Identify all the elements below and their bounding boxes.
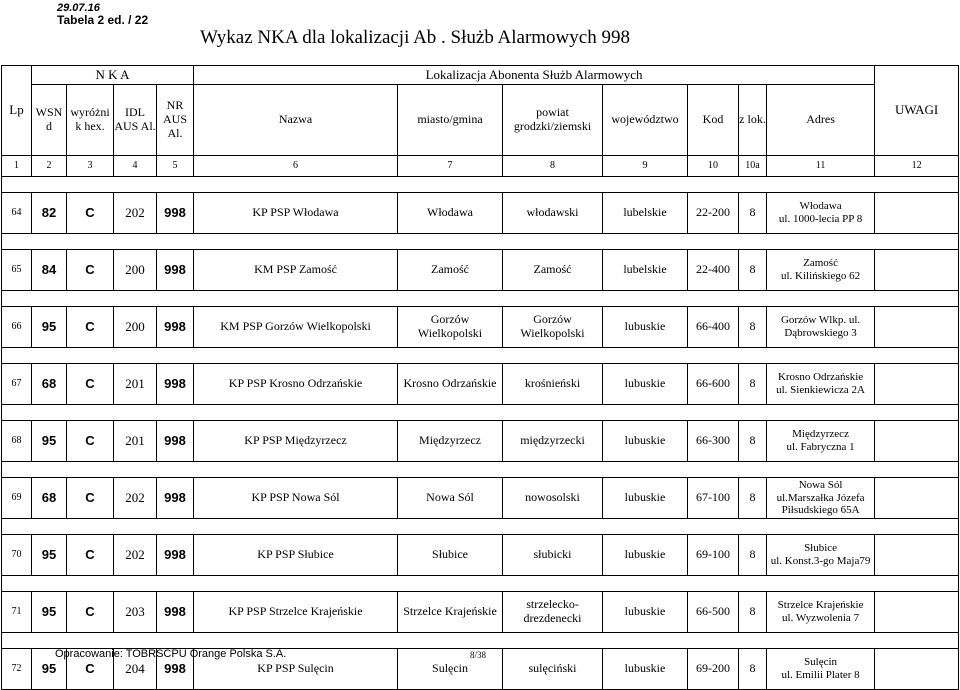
column-number: 7 xyxy=(398,156,503,177)
column-number: 3 xyxy=(67,156,114,177)
cell-nazwa: KM PSP Zamość xyxy=(194,250,398,291)
table-row xyxy=(2,307,959,348)
cell-z: 8 xyxy=(739,307,767,348)
cell-uwagi xyxy=(875,478,959,519)
cell-kod: 69-200 xyxy=(688,649,739,690)
address-line: ul. 1000-lecia PP 8 xyxy=(778,213,863,225)
cell-powiat: krośnieński xyxy=(503,364,603,405)
cell-miasto: Sulęcin xyxy=(398,649,503,690)
column-number: 5 xyxy=(157,156,194,177)
address-line: ul. Kilińskiego 62 xyxy=(780,270,861,282)
col-nazwa: Nazwa xyxy=(194,85,398,156)
cell-woj: lubelskie xyxy=(603,193,688,234)
cell-uwagi xyxy=(875,592,959,633)
column-number: 10 xyxy=(688,156,739,177)
col-adres: Adres xyxy=(767,85,875,156)
col-wsn: WSN d xyxy=(32,85,67,156)
table-row xyxy=(2,592,959,633)
cell-wsn: 82 xyxy=(32,193,67,234)
cell-nr: 998 xyxy=(157,421,194,462)
address-line: ul.Marszałka Józefa xyxy=(776,491,865,504)
footer-prepared: Opracowanie: TOBRSCPU Orange Polska S.A. xyxy=(55,648,287,660)
cell-woj: lubuskie xyxy=(603,649,688,690)
cell-idl: 203 xyxy=(114,592,157,633)
address-line: Gorzów Wlkp. ul. xyxy=(780,314,861,327)
col-miasto: miasto/gmina xyxy=(398,85,503,156)
cell-kod: 22-400 xyxy=(688,250,739,291)
cell-z: 8 xyxy=(739,592,767,633)
cell-uwagi xyxy=(875,250,959,291)
cell-wsn: 68 xyxy=(32,478,67,519)
address-line: ul. Konst.3-go Maja79 xyxy=(770,555,871,567)
cell-nr: 998 xyxy=(157,364,194,405)
address-line: Piłsudskiego 65A xyxy=(781,504,860,517)
cell-lp: 68 xyxy=(2,421,32,462)
table-row xyxy=(2,535,959,576)
table-reference: Tabela 2 ed. / 22 xyxy=(57,13,149,27)
column-number: 11 xyxy=(767,156,875,177)
address-line: Nowa Sól xyxy=(798,479,843,492)
cell-miasto: Zamość xyxy=(398,250,503,291)
cell-wyr: C xyxy=(67,649,114,690)
page-number: 8/38 xyxy=(470,650,487,660)
cell-miasto: Międzyrzecz xyxy=(398,421,503,462)
cell-wyr: C xyxy=(67,193,114,234)
col-kod: Kod xyxy=(688,85,739,156)
cell-woj: lubuskie xyxy=(603,478,688,519)
address-line: Krosno Odrzańskie xyxy=(777,371,864,384)
cell-nazwa: KP PSP Nowa Sól xyxy=(194,478,398,519)
cell-powiat: strzelecko-drezdenecki xyxy=(503,592,603,633)
cell-kod: 69-100 xyxy=(688,535,739,576)
cell-powiat: Zamość xyxy=(503,250,603,291)
cell-powiat: międzyrzecki xyxy=(503,421,603,462)
cell-lp: 72 xyxy=(2,649,32,690)
spacer-cell xyxy=(2,234,959,250)
cell-nr: 998 xyxy=(157,535,194,576)
cell-woj: lubuskie xyxy=(603,364,688,405)
spacer-cell xyxy=(2,576,959,592)
col-nr: NR AUS Al. xyxy=(157,85,194,156)
address-line: ul. Sienkiewicza 2A xyxy=(776,384,866,396)
cell-z: 8 xyxy=(739,649,767,690)
row-spacer xyxy=(2,462,959,478)
spacer-cell xyxy=(2,348,959,364)
cell-idl: 201 xyxy=(114,421,157,462)
cell-lp: 69 xyxy=(2,478,32,519)
address-line: ul. Fabryczna 1 xyxy=(786,441,855,453)
cell-idl: 200 xyxy=(114,307,157,348)
cell-lp: 65 xyxy=(2,250,32,291)
cell-powiat: słubicki xyxy=(503,535,603,576)
cell-kod: 66-600 xyxy=(688,364,739,405)
row-spacer xyxy=(2,519,959,535)
cell-adres xyxy=(767,421,875,462)
cell-nazwa: KP PSP Krosno Odrzańskie xyxy=(194,364,398,405)
cell-idl: 201 xyxy=(114,364,157,405)
cell-wsn: 68 xyxy=(32,364,67,405)
column-number: 10a xyxy=(739,156,767,177)
row-spacer xyxy=(2,234,959,250)
cell-nr: 998 xyxy=(157,193,194,234)
cell-adres xyxy=(767,592,875,633)
cell-uwagi xyxy=(875,364,959,405)
cell-powiat: nowosolski xyxy=(503,478,603,519)
cell-kod: 22-200 xyxy=(688,193,739,234)
cell-miasto: Nowa Sól xyxy=(398,478,503,519)
cell-wyr: C xyxy=(67,421,114,462)
cell-idl: 204 xyxy=(114,649,157,690)
cell-idl: 202 xyxy=(114,193,157,234)
cell-z: 8 xyxy=(739,535,767,576)
column-number: 12 xyxy=(875,156,959,177)
cell-kod: 66-400 xyxy=(688,307,739,348)
cell-adres xyxy=(767,478,875,519)
cell-kod: 66-500 xyxy=(688,592,739,633)
col-powiat: powiat grodzki/ziemski xyxy=(503,85,603,156)
cell-nazwa: KP PSP Międzyrzecz xyxy=(194,421,398,462)
cell-z: 8 xyxy=(739,193,767,234)
cell-nazwa: KP PSP Słubice xyxy=(194,535,398,576)
cell-nazwa: KP PSP Sulęcin xyxy=(194,649,398,690)
cell-adres xyxy=(767,250,875,291)
address-line: Sulęcin xyxy=(804,656,838,669)
row-spacer xyxy=(2,633,959,649)
cell-z: 8 xyxy=(739,364,767,405)
cell-uwagi xyxy=(875,193,959,234)
cell-kod: 67-100 xyxy=(688,478,739,519)
cell-nr: 998 xyxy=(157,649,194,690)
cell-z: 8 xyxy=(739,478,767,519)
spacer-cell xyxy=(2,291,959,307)
row-spacer xyxy=(2,177,959,193)
cell-woj: lubuskie xyxy=(603,592,688,633)
address-line: ul. Emilii Plater 8 xyxy=(781,669,860,681)
address-line: ul. Wyzwolenia 7 xyxy=(782,612,860,624)
spacer-cell xyxy=(2,519,959,535)
column-number-row xyxy=(2,156,959,177)
row-spacer xyxy=(2,405,959,421)
column-number: 2 xyxy=(32,156,67,177)
cell-wsn: 95 xyxy=(32,421,67,462)
cell-powiat: włodawski xyxy=(503,193,603,234)
address-line: Włodawa xyxy=(799,200,842,213)
table-row xyxy=(2,364,959,405)
cell-wsn: 95 xyxy=(32,535,67,576)
spacer-cell xyxy=(2,177,959,193)
column-number: 4 xyxy=(114,156,157,177)
cell-miasto: Strzelce Krajeńskie xyxy=(398,592,503,633)
cell-idl: 202 xyxy=(114,535,157,576)
cell-adres xyxy=(767,649,875,690)
cell-nazwa: KP PSP Włodawa xyxy=(194,193,398,234)
col-idl: IDL AUS Al. xyxy=(114,85,157,156)
cell-wsn: 84 xyxy=(32,250,67,291)
cell-miasto: Gorzów Wielkopolski xyxy=(398,307,503,348)
table-row xyxy=(2,250,959,291)
cell-woj: lubuskie xyxy=(603,421,688,462)
cell-z: 8 xyxy=(739,250,767,291)
cell-nr: 998 xyxy=(157,250,194,291)
cell-nazwa: KP PSP Strzelce Krajeńskie xyxy=(194,592,398,633)
col-wyrozni: wyróżni k hex. xyxy=(67,85,114,156)
cell-miasto: Słubice xyxy=(398,535,503,576)
address-line: Słubice xyxy=(804,542,838,555)
column-number: 6 xyxy=(194,156,398,177)
col-group-nka: N K A xyxy=(32,66,194,85)
cell-wyr: C xyxy=(67,250,114,291)
cell-wyr: C xyxy=(67,364,114,405)
cell-lp: 64 xyxy=(2,193,32,234)
cell-uwagi xyxy=(875,649,959,690)
cell-wyr: C xyxy=(67,592,114,633)
col-zlok: z lok. xyxy=(739,85,767,156)
cell-uwagi xyxy=(875,535,959,576)
cell-nr: 998 xyxy=(157,478,194,519)
cell-wyr: C xyxy=(67,307,114,348)
cell-wsn: 95 xyxy=(32,307,67,348)
col-wojewodztwo: województwo xyxy=(603,85,688,156)
document-date: 29.07.16 xyxy=(57,2,100,14)
page-title: Wykaz NKA dla lokalizacji Ab . Służb Alarmowych 998 xyxy=(200,27,630,48)
row-spacer xyxy=(2,291,959,307)
cell-powiat: Gorzów Wielkopolski xyxy=(503,307,603,348)
table-row xyxy=(2,193,959,234)
row-spacer xyxy=(2,348,959,364)
col-group-location: Lokalizacja Abonenta Służb Alarmowych xyxy=(194,66,875,85)
cell-wyr: C xyxy=(67,478,114,519)
col-lp: Lp xyxy=(2,66,32,156)
column-number: 8 xyxy=(503,156,603,177)
cell-adres xyxy=(767,193,875,234)
cell-kod: 66-300 xyxy=(688,421,739,462)
cell-lp: 71 xyxy=(2,592,32,633)
cell-z: 8 xyxy=(739,421,767,462)
table-row xyxy=(2,478,959,519)
cell-powiat: sulęciński xyxy=(503,649,603,690)
cell-nr: 998 xyxy=(157,307,194,348)
spacer-cell xyxy=(2,462,959,478)
cell-woj: lubuskie xyxy=(603,535,688,576)
cell-lp: 66 xyxy=(2,307,32,348)
cell-idl: 200 xyxy=(114,250,157,291)
cell-adres xyxy=(767,307,875,348)
cell-woj: lubuskie xyxy=(603,307,688,348)
cell-wsn: 95 xyxy=(32,592,67,633)
row-spacer xyxy=(2,576,959,592)
table-row xyxy=(2,421,959,462)
address-line: Strzelce Krajeńskie xyxy=(777,599,864,612)
address-line: Zamość xyxy=(803,257,838,270)
cell-uwagi xyxy=(875,307,959,348)
cell-idl: 202 xyxy=(114,478,157,519)
column-number: 1 xyxy=(2,156,32,177)
cell-lp: 67 xyxy=(2,364,32,405)
cell-woj: lubelskie xyxy=(603,250,688,291)
cell-miasto: Krosno Odrzańskie xyxy=(398,364,503,405)
spacer-cell xyxy=(2,633,959,649)
cell-wyr: C xyxy=(67,535,114,576)
address-line: Międzyrzecz xyxy=(792,428,849,441)
cell-miasto: Włodawa xyxy=(398,193,503,234)
nka-table xyxy=(1,65,959,690)
cell-nr: 998 xyxy=(157,592,194,633)
spacer-cell xyxy=(2,405,959,421)
column-number: 9 xyxy=(603,156,688,177)
cell-adres xyxy=(767,364,875,405)
cell-nazwa: KM PSP Gorzów Wielkopolski xyxy=(194,307,398,348)
cell-wsn: 95 xyxy=(32,649,67,690)
cell-adres xyxy=(767,535,875,576)
cell-lp: 70 xyxy=(2,535,32,576)
col-uwagi: UWAGI xyxy=(875,66,959,156)
address-line: Dąbrowskiego 3 xyxy=(784,327,857,339)
cell-uwagi xyxy=(875,421,959,462)
